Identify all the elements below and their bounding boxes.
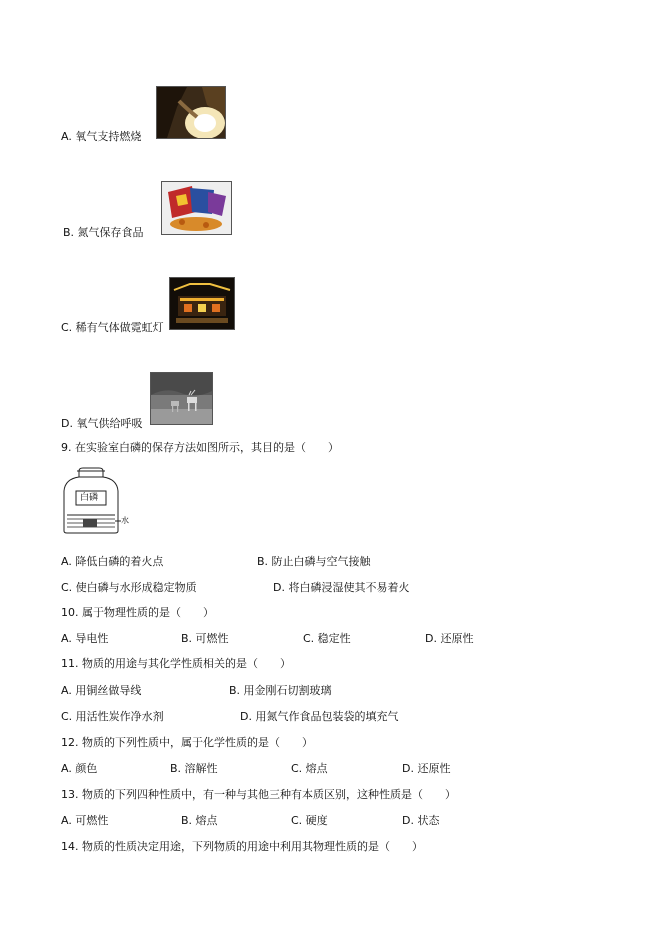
q11-option-c: C. 用活性炭作净水剂 (61, 710, 164, 723)
q10-option-b: B. 可燃性 (181, 632, 229, 645)
q11-option-d: D. 用氮气作食品包装袋的填充气 (240, 710, 399, 723)
q10-option-d: D. 还原性 (425, 632, 474, 645)
jar-label: 白磷 (80, 493, 99, 503)
q9-option-d: D. 将白磷浸湿使其不易着火 (273, 581, 410, 594)
q8-option-a: A. 氧气支持燃烧 (61, 130, 142, 143)
q8-option-c: C. 稀有气体做霓虹灯 (61, 321, 164, 334)
water-label: 水 (121, 516, 129, 525)
q9-stem: 9. 在实验室白磷的保存方法如图所示，其目的是（ ） (61, 441, 339, 454)
q12-option-b: B. 溶解性 (170, 762, 218, 775)
q11-option-a: A. 用铜丝做导线 (61, 684, 142, 697)
q13-stem: 13. 物质的下列四种性质中，有一种与其他三种有本质区别，这种性质是（ ） (61, 788, 456, 801)
q9-option-a: A. 降低白磷的着火点 (61, 555, 164, 568)
q8-option-d: D. 氧气供给呼吸 (61, 417, 143, 430)
q12-stem: 12. 物质的下列性质中，属于化学性质的是（ ） (61, 736, 313, 749)
q13-option-d: D. 状态 (402, 814, 440, 827)
q12-option-a: A. 颜色 (61, 762, 98, 775)
white-phosphorus-jar-figure (61, 467, 131, 535)
q9-option-b: B. 防止白磷与空气接触 (257, 555, 371, 568)
q12-option-d: D. 还原性 (402, 762, 451, 775)
q13-option-c: C. 硬度 (291, 814, 328, 827)
q12-option-c: C. 熔点 (291, 762, 328, 775)
q10-option-c: C. 稳定性 (303, 632, 351, 645)
combustion-photo (156, 86, 226, 139)
q10-stem: 10. 属于物理性质的是（ ） (61, 606, 214, 619)
q8-option-b: B. 氮气保存食品 (63, 226, 144, 239)
q13-option-b: B. 熔点 (181, 814, 218, 827)
food-package-photo (161, 181, 232, 235)
q14-stem: 14. 物质的性质决定用途，下列物质的用途中利用其物理性质的是（ ） (61, 840, 423, 853)
q9-option-c: C. 使白磷与水形成稳定物质 (61, 581, 197, 594)
q10-option-a: A. 导电性 (61, 632, 109, 645)
neon-light-photo (169, 277, 235, 330)
q11-option-b: B. 用金刚石切割玻璃 (229, 684, 332, 697)
deer-photo (150, 372, 213, 425)
q11-stem: 11. 物质的用途与其化学性质相关的是（ ） (61, 657, 291, 670)
q13-option-a: A. 可燃性 (61, 814, 109, 827)
